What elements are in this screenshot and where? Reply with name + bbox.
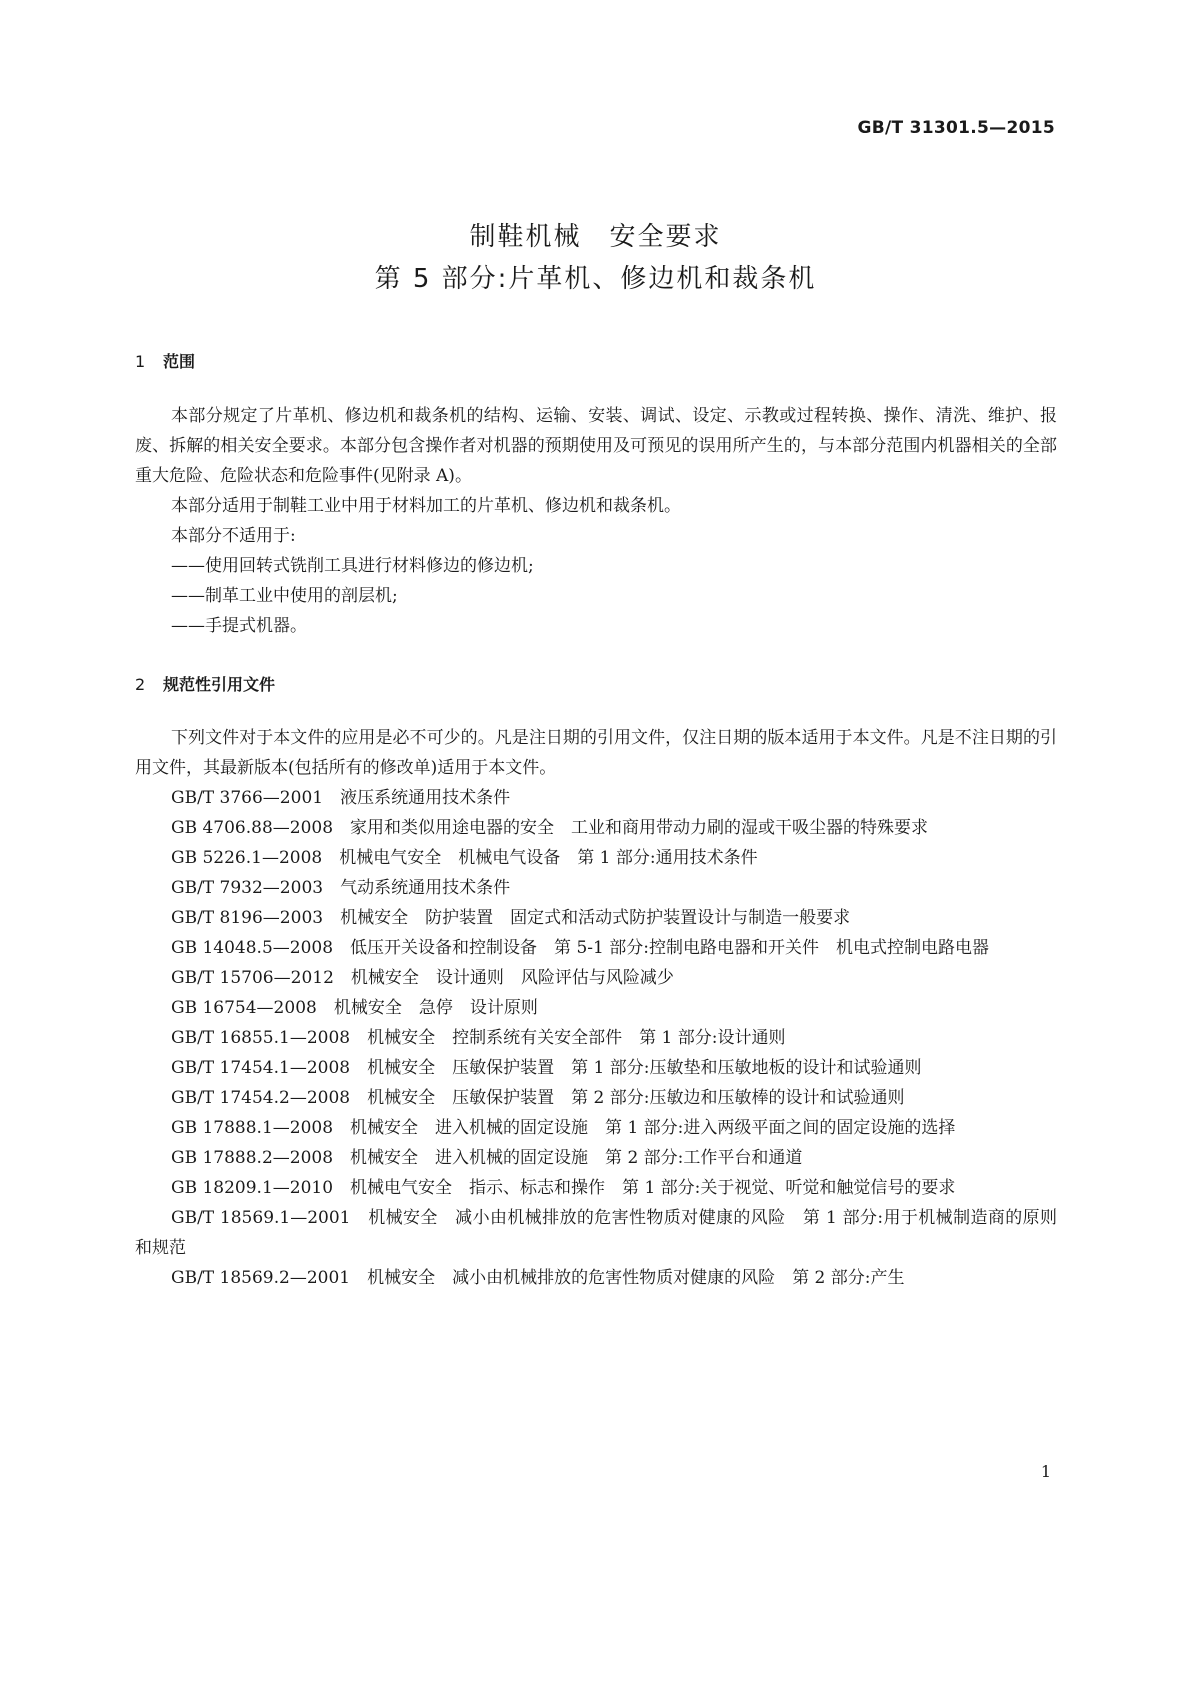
reference-item: GB 5226.1—2008 机械电气安全 机械电气设备 第 1 部分:通用技术条件 [171,848,758,868]
reference-item: GB 14048.5—2008 低压开关设备和控制设备 第 5-1 部分:控制电路电器和开关件 机电式控制电路电器 [171,938,989,958]
scope-section [135,401,1057,641]
document-subtitle: 第 5 部分:片革机、修边机和裁条机 [374,264,817,294]
paragraph: 下列文件对于本文件的应用是必不可少的。凡是注日期的引用文件，仅注日期的版本适用于本文件。凡是不注日期的引用文件，其最新版本(包括所有的修改单)适用于本文件。 [135,728,1057,778]
section-number: 2 [135,675,146,694]
paragraph: 本部分适用于制鞋工业中用于材料加工的片革机、修边机和裁条机。 [171,496,681,516]
reference-item: GB/T 17454.2—2008 机械安全 压敏保护装置 第 2 部分:压敏边和压敏棒的设计和试验通则 [171,1088,905,1108]
standard-code: GB/T 31301.5—2015 [857,118,1055,138]
reference-item: GB 18209.1—2010 机械电气安全 指示、标志和操作 第 1 部分:关于视觉、听觉和触觉信号的要求 [171,1178,956,1198]
reference-item: GB 17888.2—2008 机械安全 进入机械的固定设施 第 2 部分:工作平台和通道 [171,1148,803,1168]
reference-item: GB/T 18569.1—2001 机械安全 减小由机械排放的危害性物质对健康的风险 第 1 部分:用于机械制造商的原则和规范 [135,1208,1057,1258]
reference-item: GB/T 18569.2—2001 机械安全 减小由机械排放的危害性物质对健康的风险 第 2 部分:产生 [171,1268,905,1288]
section-heading-normative-references [135,672,275,695]
paragraph: 本部分不适用于: [171,526,296,546]
list-item: ——使用回转式铣削工具进行材料修边的修边机; [171,556,534,576]
reference-item: GB/T 17454.1—2008 机械安全 压敏保护装置 第 1 部分:压敏垫和压敏地板的设计和试验通则 [171,1058,922,1078]
reference-item: GB/T 7932—2003 气动系统通用技术条件 [171,878,511,898]
section-title: 规范性引用文件 [163,675,276,694]
references-section [135,723,1057,1293]
reference-item: GB 17888.1—2008 机械安全 进入机械的固定设施 第 1 部分:进入两级平面之间的固定设施的选择 [171,1118,956,1138]
section-number: 1 [135,352,146,371]
list-item: ——制革工业中使用的剖层机; [171,586,398,606]
reference-item: GB/T 8196—2003 机械安全 防护装置 固定式和活动式防护装置设计与制造一般要求 [171,908,851,928]
reference-item: GB/T 16855.1—2008 机械安全 控制系统有关安全部件 第 1 部分:设计通则 [171,1028,786,1048]
reference-item: GB 16754—2008 机械安全 急停 设计原则 [171,998,538,1018]
reference-item: GB/T 15706—2012 机械安全 设计通则 风险评估与风险减少 [171,968,674,988]
section-heading-scope [135,349,195,372]
paragraph: 本部分规定了片革机、修边机和裁条机的结构、运输、安装、调试、设定、示教或过程转换、操作、清洗、维护、报废、拆解的相关安全要求。本部分包含操作者对机器的预期使用及可预见的误用所产生的，与本部分范围内机器相关的全部重大危险、危险状态和危险事件(见附录 A)。 [135,406,1057,486]
section-title: 范围 [163,352,196,371]
document-title: 制鞋机械 安全要求 [469,222,722,252]
page-number: 1 [1040,1462,1051,1481]
reference-item: GB/T 3766—2001 液压系统通用技术条件 [171,788,511,808]
list-item: ——手提式机器。 [171,616,307,636]
reference-item: GB 4706.88—2008 家用和类似用途电器的安全 工业和商用带动力刷的湿或干吸尘器的特殊要求 [171,818,929,838]
